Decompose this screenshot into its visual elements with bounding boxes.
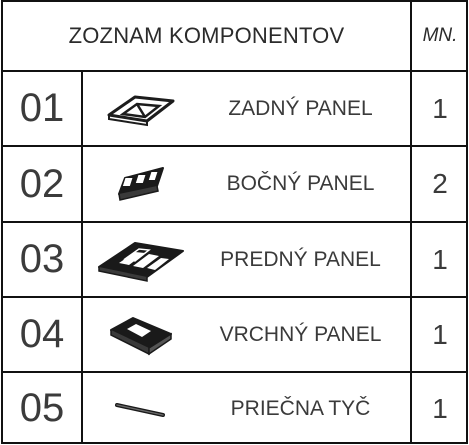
- top-panel-icon: [91, 298, 191, 371]
- component-name: PRIEČNA TYČ: [230, 396, 371, 420]
- component-quantity: 1: [432, 318, 448, 350]
- component-list-table: [1, 0, 468, 444]
- component-quantity: 1: [432, 392, 448, 424]
- quantity-header: MN.: [422, 25, 458, 46]
- component-number: 01: [19, 86, 65, 130]
- table-row: [3, 223, 466, 298]
- table-title: ZOZNAM KOMPONENTOV: [68, 23, 345, 48]
- component-name: ZADNÝ PANEL: [228, 96, 373, 120]
- side-panel-icon: [91, 147, 191, 221]
- table-header: [3, 2, 466, 72]
- table-row: [3, 72, 466, 147]
- component-name: BOČNÝ PANEL: [226, 172, 375, 195]
- back-panel-icon: [91, 72, 191, 145]
- table-row: [3, 298, 466, 373]
- front-panel-icon: [91, 223, 191, 296]
- component-quantity: 1: [432, 243, 448, 275]
- component-name: VRCHNÝ PANEL: [219, 322, 382, 346]
- component-number: 04: [19, 312, 65, 356]
- component-name: PREDNÝ PANEL: [220, 247, 381, 271]
- table-row: [3, 147, 466, 223]
- component-number: 03: [19, 237, 65, 281]
- cross-bar-icon: [91, 373, 191, 444]
- component-quantity: 2: [432, 168, 448, 199]
- component-number: 05: [19, 386, 65, 430]
- component-quantity: 1: [432, 92, 448, 124]
- component-number: 02: [19, 161, 65, 206]
- table-row: [3, 373, 466, 444]
